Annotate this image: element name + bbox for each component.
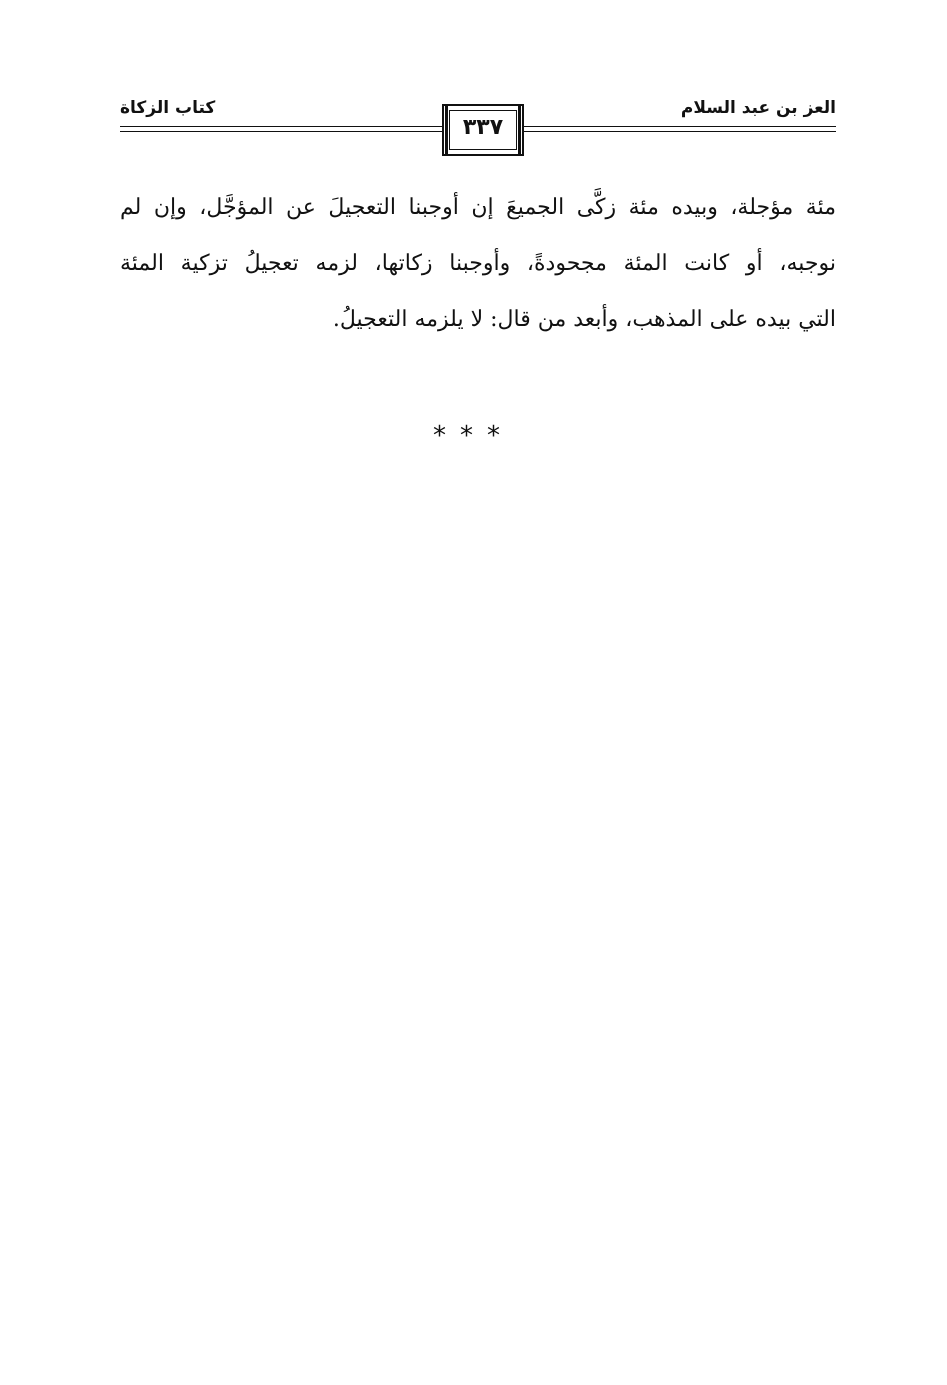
body-line: التي بيده على المذهب، وأبعد من قال: لا يلزمه التعجيلُ. xyxy=(332,307,836,332)
running-head-author: العز بن عبد السلام xyxy=(680,98,836,118)
page-number: ٣٣٧ xyxy=(462,115,504,140)
page-header xyxy=(120,96,836,166)
body-paragraph xyxy=(120,180,836,348)
section-separator-asterisks: *** xyxy=(433,421,514,451)
body-line: مئة مؤجلة، وبيده مئة زكَّى الجميعَ إن أوجبنا التعجيلَ عن المؤجَّل، وإن لم xyxy=(120,195,836,220)
running-head-section: كتاب الزكاة xyxy=(120,98,216,118)
page-number-frame xyxy=(442,104,524,156)
body-line: نوجبه، أو كانت المئة مجحودةً، وأوجبنا زكاتها، لزمه تعجيلُ تزكية المئة xyxy=(120,251,836,276)
